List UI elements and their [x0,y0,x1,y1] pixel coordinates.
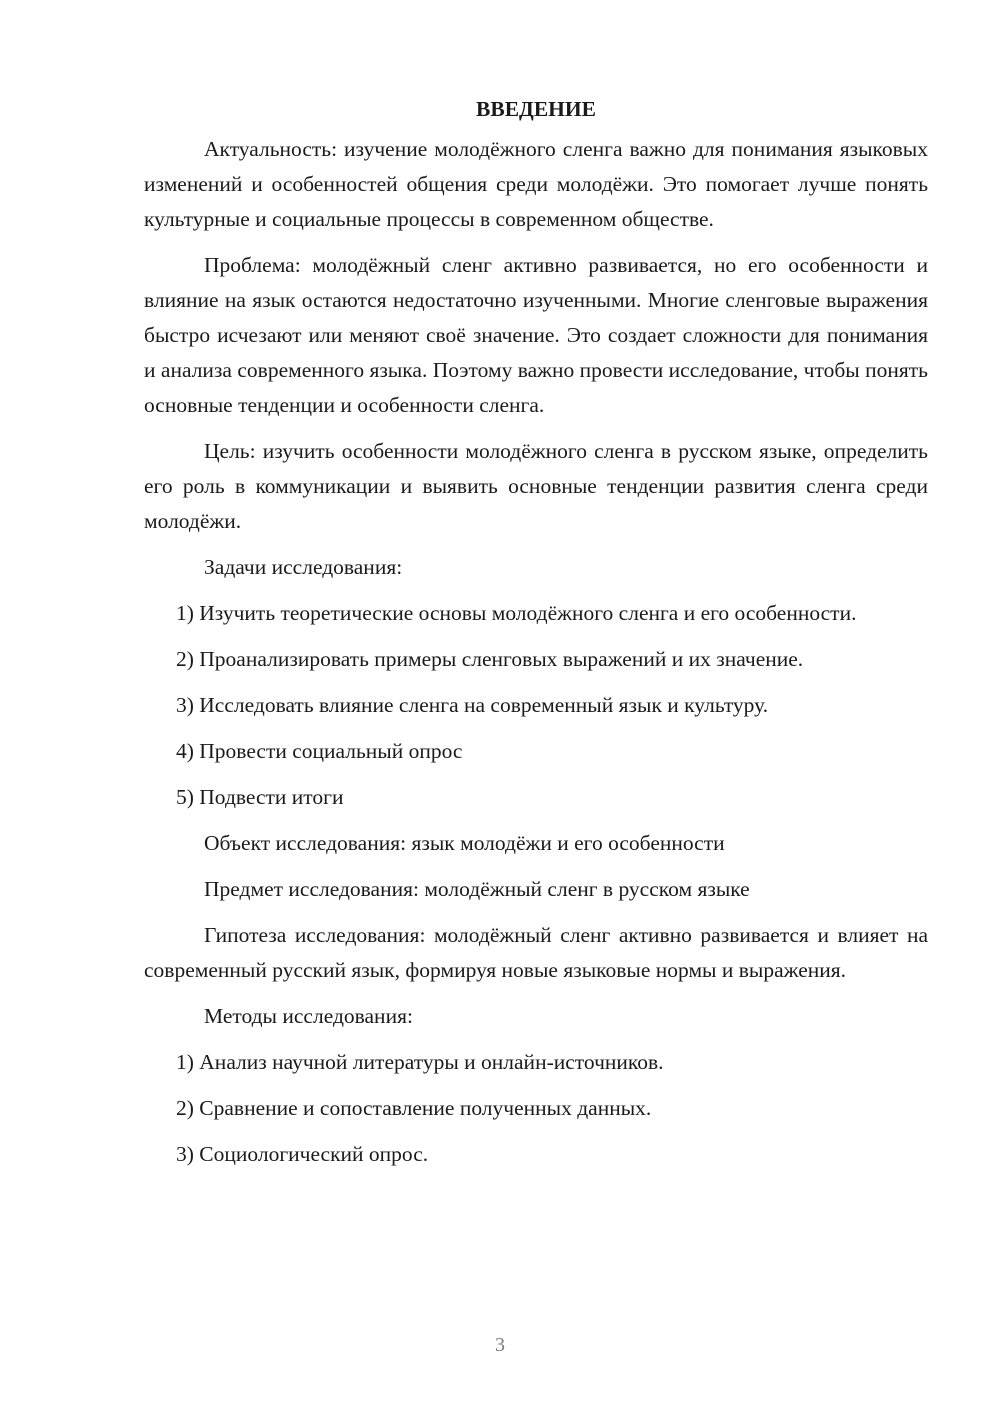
list-item-task-5: 5) Подвести итоги [176,785,344,809]
list-item-method-1: 1) Анализ научной литературы и онлайн-источников. [176,1050,664,1074]
list-item-task-1: 1) Изучить теоретические основы молодёжного сленга и его особенности. [176,601,857,625]
list-item-task-3: 3) Исследовать влияние сленга на современный язык и культуру. [176,693,769,717]
list-item-task-2: 2) Проанализировать примеры сленговых выражений и их значение. [176,647,804,671]
page-number: 3 [495,1334,505,1356]
paragraph-problem: Проблема: молодёжный сленг активно развивается, но его особенности и влияние на язык остаются недостаточно изученными. Многие сленговые выражения быстро исчезают или меняют своё значение. Это создает сложности для понимания и анализа современного языка. Поэтому важно провести исследование, чтобы понять основные тенденции и особенности сленга. [144,253,928,417]
paragraph-methods-title: Методы исследования: [204,1004,413,1028]
paragraph-object: Объект исследования: язык молодёжи и его особенности [204,831,725,855]
document-page [144,92,928,1183]
methods-list [144,1045,928,1172]
paragraph-hypothesis: Гипотеза исследования: молодёжный сленг активно развивается и влияет на современный русский язык, формируя новые языковые нормы и выражения. [144,923,928,982]
paragraph-tasks-title: Задачи исследования: [204,555,403,579]
paragraph-subject: Предмет исследования: молодёжный сленг в русском языке [204,877,750,901]
list-item-method-2: 2) Сравнение и сопоставление полученных данных. [176,1096,652,1120]
section-heading: ВВЕДЕНИЕ [476,97,596,121]
list-item-task-4: 4) Провести социальный опрос [176,739,463,763]
paragraph-goal: Цель: изучить особенности молодёжного сленга в русском языке, определить его роль в коммуникации и выявить основные тенденции развития сленга среди молодёжи. [144,439,928,533]
list-item-method-3: 3) Социологический опрос. [176,1142,429,1166]
paragraph-relevance: Актуальность: изучение молодёжного сленга важно для понимания языковых изменений и особенностей общения среди молодёжи. Это помогает лучше понять культурные и социальные процессы в современном обществе. [144,137,928,231]
tasks-list [144,596,928,815]
